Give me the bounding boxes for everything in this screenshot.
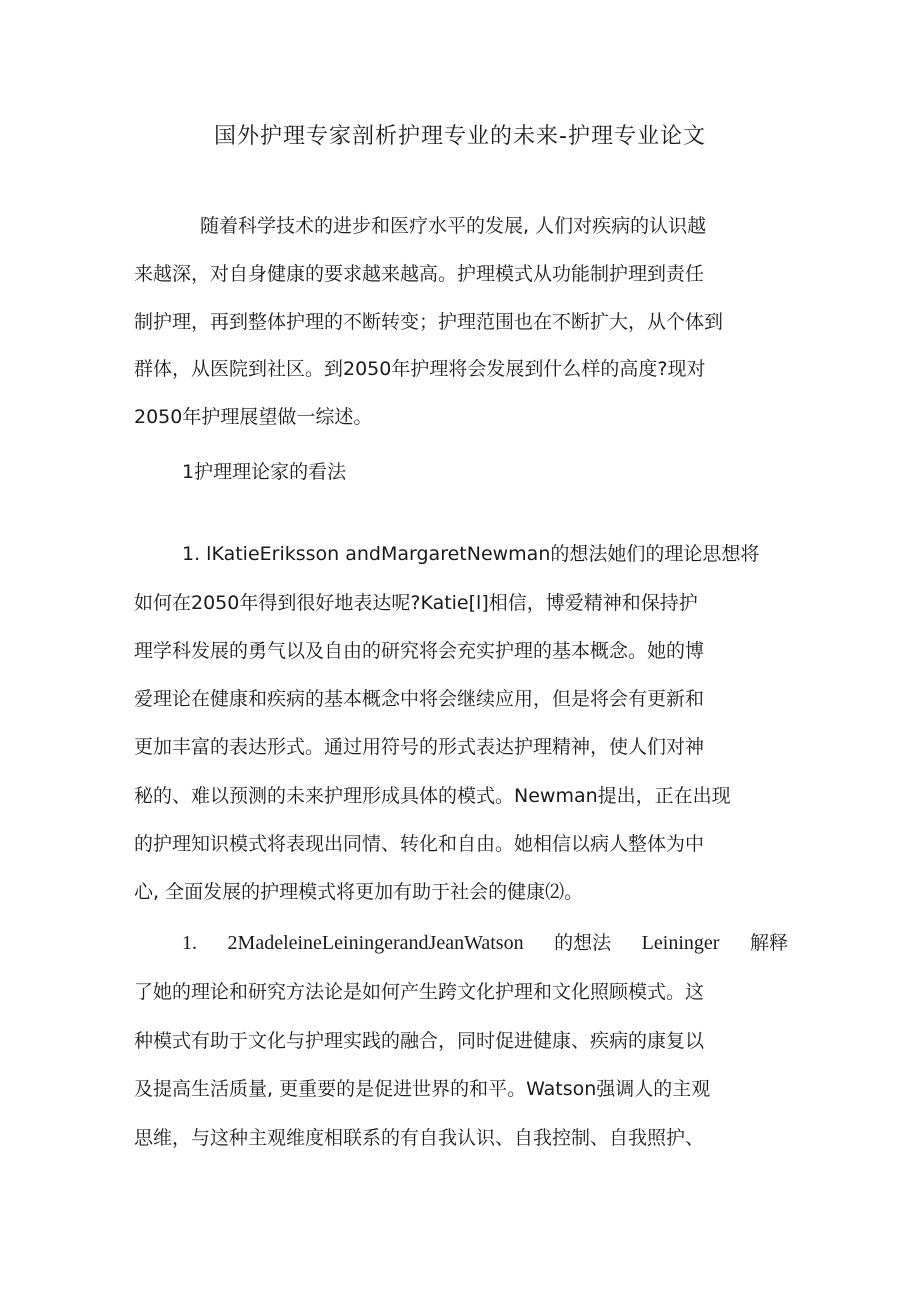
paragraph-3-line-2: 了她的理论和研究方法论是如何产生跨文化护理和文化照顾模式。这 <box>134 981 705 1003</box>
paragraph-2-line-2: 如何在2050年得到很好地表达呢?Katie[l]相信，博爱精神和保持护 <box>134 592 698 614</box>
section-heading-1: 1护理理论家的看法 <box>182 461 347 483</box>
paragraph-1-line-5: 2050年护理展望做一综述。 <box>134 406 373 428</box>
paragraph-2-line-1: 1. lKatieEriksson andMargaretNewman的想法她们的理论思想将 <box>182 543 760 565</box>
paragraph-2-line-8: 心, 全面发展的护理模式将更加有助于社会的健康⑵。 <box>134 881 584 903</box>
paragraph-1-line-1: 随着科学技术的进步和医疗水平的发展, 人们对疾病的认识越 <box>200 215 707 237</box>
paragraph-1-line-3: 制护理，再到整体护理的不断转变；护理范围也在不断扩大，从个体到 <box>134 311 724 333</box>
author-name: Leininger <box>641 932 720 954</box>
paragraph-2-line-4: 爱理论在健康和疾病的基本概念中将会继续应用，但是将会有更新和 <box>134 688 705 710</box>
section-number: 1. <box>182 932 197 954</box>
paragraph-3-line-4: 及提高生活质量, 更重要的是促进世界的和平。Watson强调人的主观 <box>134 1078 711 1100</box>
paragraph-2-line-3: 理学科发展的勇气以及自由的研究将会充实护理的基本概念。她的博 <box>134 640 705 662</box>
document-title: 国外护理专家剖析护理专业的未来-护理专业论文 <box>214 124 706 149</box>
paragraph-2-line-6: 秘的、难以预测的未来护理形成具体的模式。Newman提出，正在出现 <box>134 785 731 807</box>
subsection-title: 2MadeleineLeiningerandJeanWatson <box>227 932 524 954</box>
paragraph-1-line-2: 来越深，对自身健康的要求越来越高。护理模式从功能制护理到责任 <box>134 263 705 285</box>
paragraph-1-line-4: 群体，从医院到社区。到2050年护理将会发展到什么样的高度?现对 <box>134 358 706 380</box>
verb-text: 解释 <box>749 932 788 954</box>
paragraph-2-line-7: 的护理知识模式将表现出同情、转化和自由。她相信以病人整体为中 <box>134 833 705 855</box>
paragraph-2-line-5: 更加丰富的表达形式。通过用符号的形式表达护理精神，使人们对神 <box>134 736 705 758</box>
paragraph-3-line-3: 种模式有助于文化与护理实践的融合，同时促进健康、疾病的康复以 <box>134 1030 705 1052</box>
paragraph-3-line-1 <box>182 929 788 957</box>
subsection-suffix: 的想法 <box>554 932 612 954</box>
paragraph-3-line-5: 思维，与这种主观维度相联系的有自我认识、自我控制、自我照护、 <box>134 1127 705 1149</box>
